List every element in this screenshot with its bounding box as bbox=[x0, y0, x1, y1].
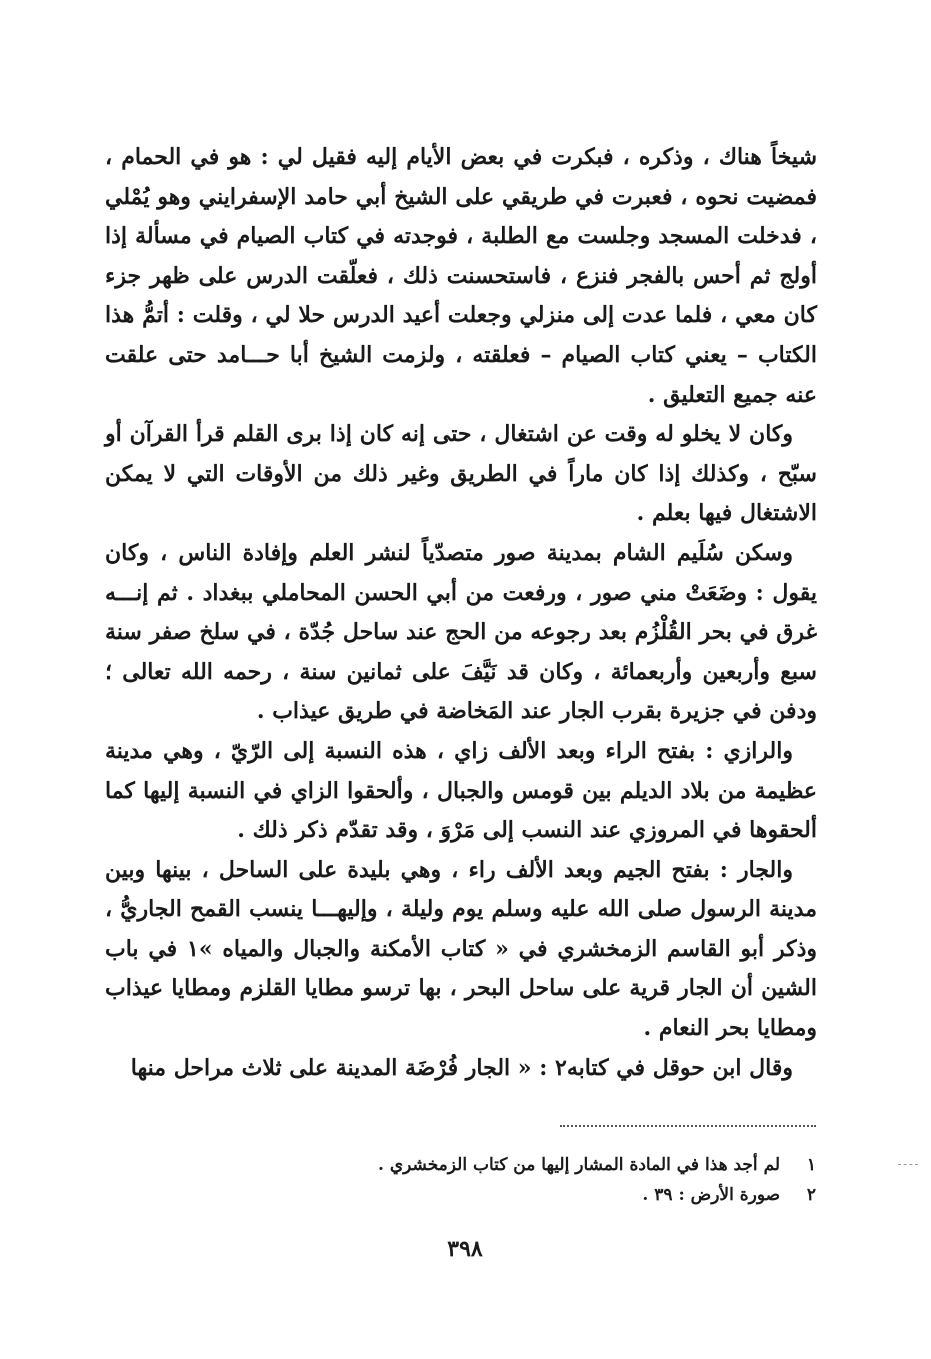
footnote-1-number: ١ bbox=[806, 1155, 816, 1175]
footnote-divider bbox=[560, 1125, 816, 1127]
paragraph-3: وسكن سُلَيم الشام بمدينة صور متصدّياً لنشر العلم وإفادة الناس ، وكان يقول : وضَعَتْ مني صور ، ورفعت من أبي الحسن المحاملي ببغداد . ثم إنـــه غرق في بحر القُلْزُم بعد رجوعه من الحج عند ساحل جُدّة ، في سلخ صفر سنة سبع وأربعين وأربعمائة ، وكان قد نَيَّفَ على ثمانين سنة ، رحمه الله تعالى ؛ ودفن في جزيرة بقرب الجار عند المَخاضة في طريق عيذاب . bbox=[105, 539, 817, 725]
footnote-2-number: ٢ bbox=[806, 1185, 816, 1205]
scan-mark bbox=[898, 1164, 918, 1165]
footnotes bbox=[330, 1150, 816, 1210]
footnote-2-text: صورة الأرض : ٣٩ . bbox=[642, 1185, 781, 1205]
paragraph-6: وقال ابن حوقل في كتابه٢ : « الجار فُرْضَة المدينة على ثلاث مراحل منها bbox=[130, 1054, 793, 1081]
footnote-2 bbox=[330, 1180, 816, 1210]
page-number: ٣٩٨ bbox=[447, 1236, 483, 1262]
paragraph-4: والرازي : بفتح الراء وبعد الألف زاي ، هذه النسبة إلى الرّيّ ، وهي مدينة عظيمة من بلاد الديلم بين قومس والجبال ، وألحقوا الزاي في النسبة إليها كما ألحقوها في المروزي عند النسب إلى مَرْوَ ، وقد تقدّم ذكر ذلك . bbox=[105, 737, 817, 844]
footnote-1-text: لم أجد هذا في المادة المشار إليها من كتاب الزمخشري . bbox=[378, 1155, 781, 1175]
footnote-1 bbox=[330, 1150, 816, 1180]
paragraph-1: شيخاً هناك ، وذكره ، فبكرت في بعض الأيام إليه فقيل لي : هو في الحمام ، فمضيت نحوه ، فعبرت في طريقي على الشيخ أبي حامد الإسفرايني وهو يُمْلي ، فدخلت المسجد وجلست مع الطلبة ، فوجدته في كتاب الصيام في مسألة إذا أولج ثم أحس بالفجر فنزع ، فاستحسنت ذلك ، فعلّقت الدرس على ظهر جزء كان معي ، فلما عدت إلى منزلي وجعلت أعيد الدرس حلا لي ، وقلت : أتمُّ هذا الكتاب – يعني كتاب الصيام – فعلقته ، ولزمت الشيخ أبا حـــامد حتى علقت عنه جميع التعليق . bbox=[105, 144, 817, 408]
main-text bbox=[105, 138, 817, 1088]
paragraph-2: وكان لا يخلو له وقت عن اشتغال ، حتى إنه كان إذا برى القلم قرأ القرآن أو سبّح ، وكذلك إذا كان ماراً في الطريق وغير ذلك من الأوقات التي لا يمكن الاشتغال فيها بعلم . bbox=[105, 421, 817, 527]
paragraph-5: والجار : بفتح الجيم وبعد الألف راء ، وهي بليدة على الساحل ، بينها وبين مدينة الرسول صلى الله عليه وسلم يوم وليلة ، وإليهـــا ينسب القمح الجاريُّ ، وذكر أبو القاسم الزمخشري في « كتاب الأمكنة والجبال والمياه »١ في باب الشين أن الجار قرية على ساحل البحر ، بها ترسو مطايا القلزم ومطايا عيذاب ومطايا بحر النعام . bbox=[105, 856, 817, 1042]
